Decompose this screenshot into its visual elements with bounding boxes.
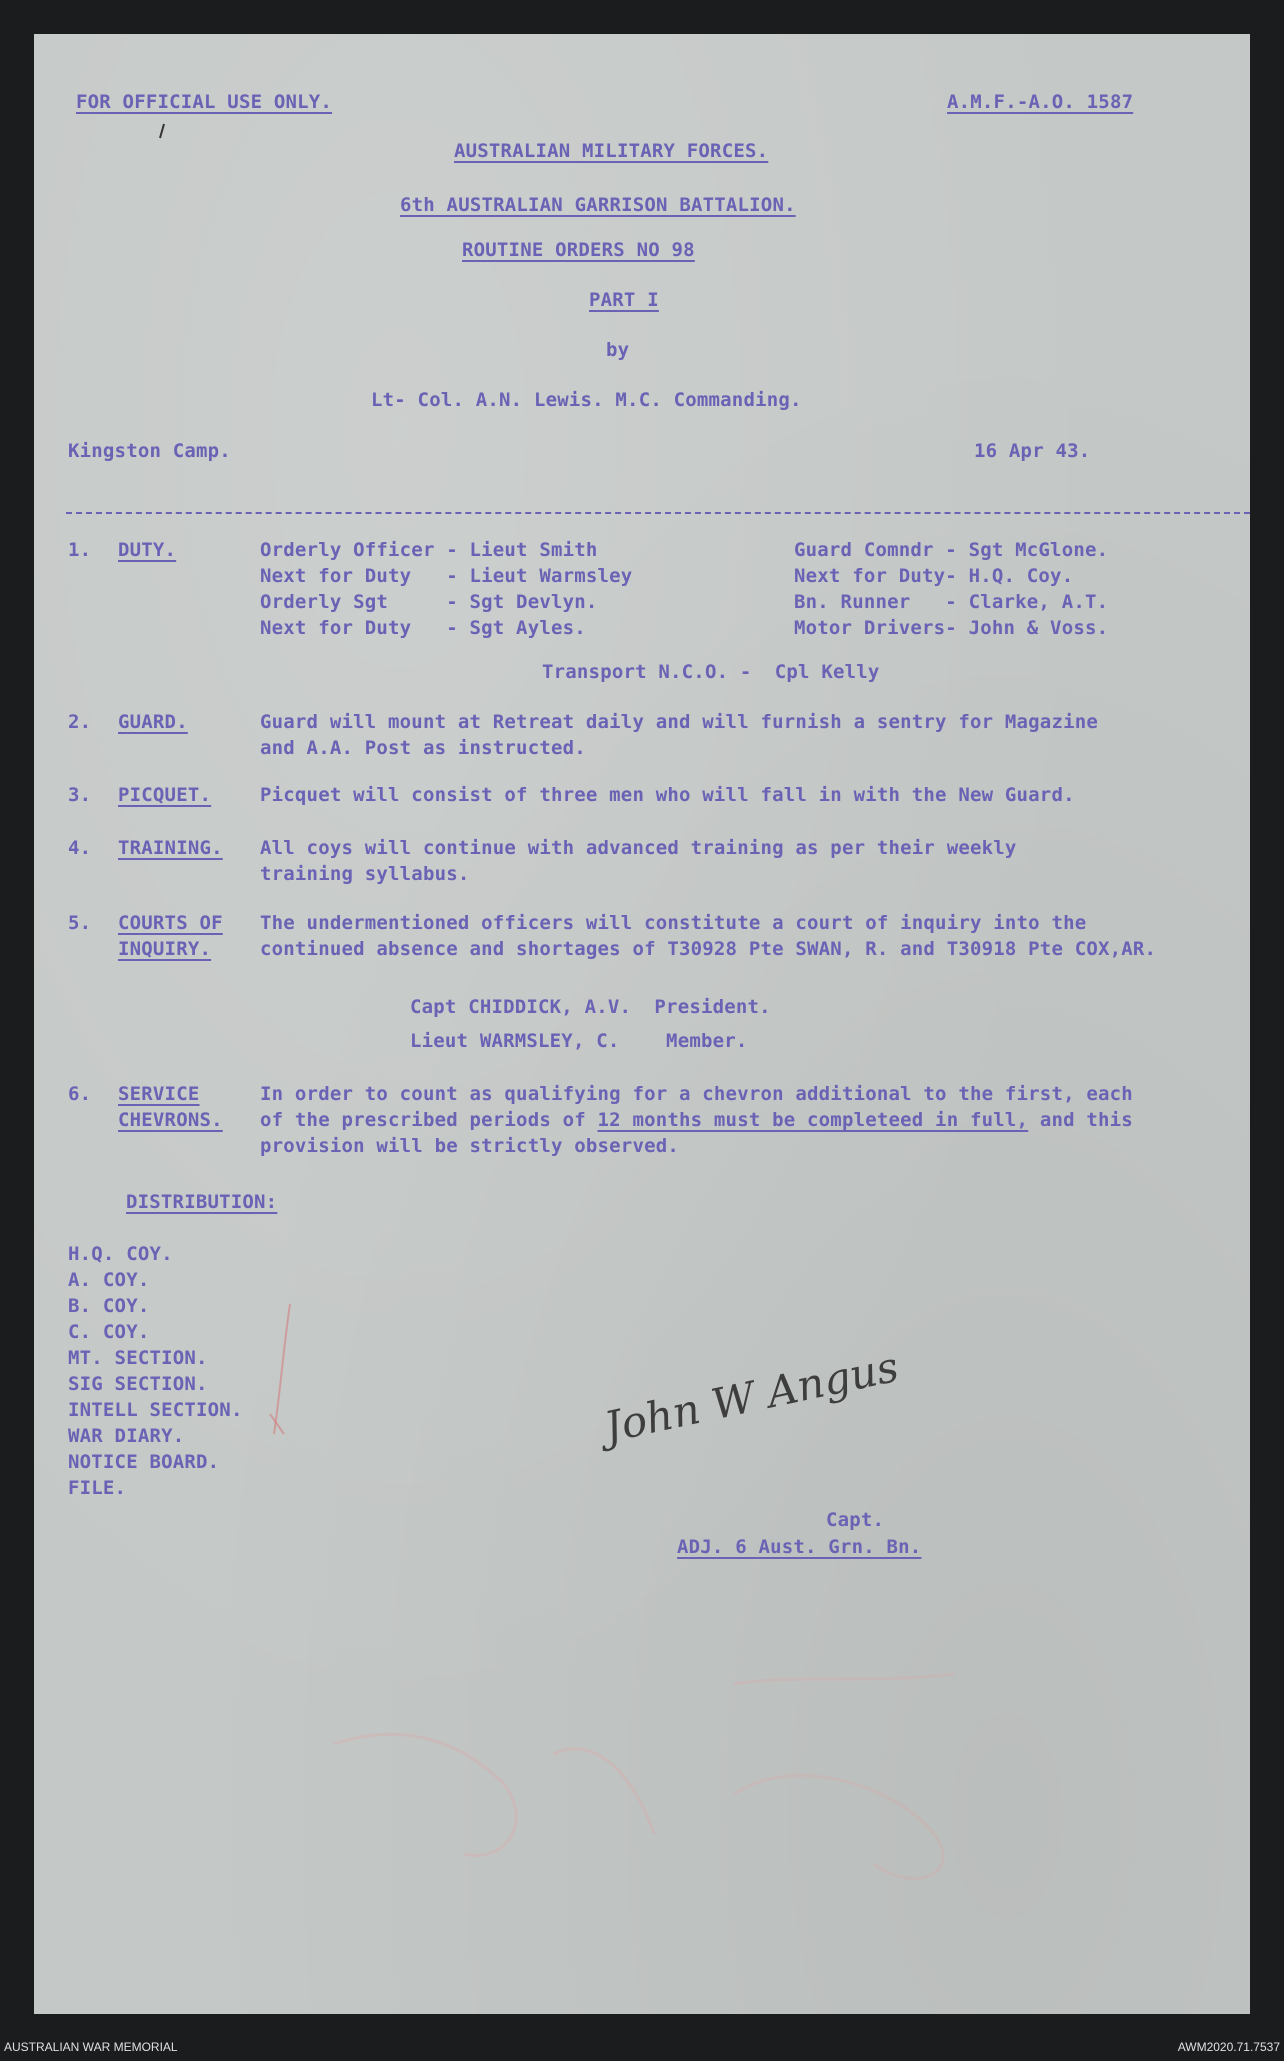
item-5-title: COURTS OF xyxy=(118,912,223,934)
item-1-number: 1. xyxy=(68,539,92,561)
distribution-item: C. COY. xyxy=(68,1321,150,1343)
item-2-number: 2. xyxy=(68,711,92,733)
item-6-title: CHEVRONS. xyxy=(118,1109,223,1131)
court-president: Capt CHIDDICK, A.V. President. xyxy=(410,996,771,1018)
item-5-title: INQUIRY. xyxy=(118,938,212,960)
item-2-text: and A.A. Post as instructed. xyxy=(260,737,586,759)
transport-nco: Transport N.C.O. - Cpl Kelly xyxy=(542,661,880,683)
item-4-text: training syllabus. xyxy=(260,863,470,885)
part-title: PART I xyxy=(589,289,659,311)
restriction-label: FOR OFFICIAL USE ONLY. xyxy=(76,91,333,113)
distribution-item: MT. SECTION. xyxy=(68,1347,208,1369)
faint-pencil-marks xyxy=(34,34,1250,2014)
duty-row: Orderly Officer - Lieut Smith xyxy=(260,539,598,561)
distribution-item: H.Q. COY. xyxy=(68,1243,173,1265)
item-6-text: In order to count as qualifying for a chevron additional to the first, each xyxy=(260,1083,1133,1105)
distribution-item: INTELL SECTION. xyxy=(68,1399,243,1421)
duty-row-right: Motor Drivers- John & Voss. xyxy=(794,617,1109,639)
duty-row: Orderly Sgt - Sgt Devlyn. xyxy=(260,591,598,613)
distribution-title: DISTRIBUTION: xyxy=(126,1191,278,1213)
distribution-item: FILE. xyxy=(68,1477,127,1499)
signatory-appointment: ADJ. 6 Aust. Grn. Bn. xyxy=(677,1536,922,1558)
document-page xyxy=(34,34,1250,2014)
item-6-text-part: and this xyxy=(1028,1109,1133,1131)
distribution-item: NOTICE BOARD. xyxy=(68,1451,220,1473)
reference-number: A.M.F.-A.O. 1587 xyxy=(947,91,1134,113)
item-4-number: 4. xyxy=(68,837,92,859)
item-3-text: Picquet will consist of three men who will fall in with the New Guard. xyxy=(260,784,1075,806)
item-5-text: continued absence and shortages of T30928 Pte SWAN, R. and T30918 Pte COX,AR. xyxy=(260,938,1157,960)
duty-row-right: Guard Comndr - Sgt McGlone. xyxy=(794,539,1109,561)
handwritten-signature: John W Angus xyxy=(600,1341,903,1452)
court-member: Lieut WARMSLEY, C. Member. xyxy=(410,1030,748,1052)
date-label: 16 Apr 43. xyxy=(974,440,1091,462)
item-6-text: provision will be strictly observed. xyxy=(260,1135,680,1157)
item-3-title: PICQUET. xyxy=(118,784,212,806)
unit-title: 6th AUSTRALIAN GARRISON BATTALION. xyxy=(400,194,796,216)
distribution-item: B. COY. xyxy=(68,1295,150,1317)
item-6-title: SERVICE xyxy=(118,1083,200,1105)
duty-row-right: Bn. Runner - Clarke, A.T. xyxy=(794,591,1109,613)
item-2-title: GUARD. xyxy=(118,711,188,733)
footer-accession: AWM2020.71.7537 xyxy=(1177,2040,1280,2054)
duty-row: Next for Duty - Lieut Warmsley xyxy=(260,565,633,587)
item-5-number: 5. xyxy=(68,912,92,934)
signatory-rank: Capt. xyxy=(826,1509,885,1531)
item-6-text-part: of the prescribed periods of xyxy=(260,1109,598,1131)
order-title: ROUTINE ORDERS NO 98 xyxy=(462,239,695,261)
item-4-title: TRAINING. xyxy=(118,837,223,859)
item-6-emphasis: 12 months must be completeed in full, xyxy=(597,1109,1029,1131)
commander-line: Lt- Col. A.N. Lewis. M.C. Commanding. xyxy=(371,389,802,411)
duty-row-right: Next for Duty- H.Q. Coy. xyxy=(794,565,1074,587)
item-5-text: The undermentioned officers will constitute a court of inquiry into the xyxy=(260,912,1087,934)
distribution-item: SIG SECTION. xyxy=(68,1373,208,1395)
by-label: by xyxy=(606,339,630,361)
item-1-title: DUTY. xyxy=(118,539,177,561)
item-4-text: All coys will continue with advanced training as per their weekly xyxy=(260,837,1017,859)
place-label: Kingston Camp. xyxy=(68,440,231,462)
distribution-item: WAR DIARY. xyxy=(68,1425,185,1447)
footer-credit: AUSTRALIAN WAR MEMORIAL xyxy=(4,2040,178,2054)
distribution-item: A. COY. xyxy=(68,1269,150,1291)
item-3-number: 3. xyxy=(68,784,92,806)
organisation-title: AUSTRALIAN MILITARY FORCES. xyxy=(454,140,769,162)
duty-row: Next for Duty - Sgt Ayles. xyxy=(260,617,586,639)
item-6-number: 6. xyxy=(68,1083,92,1105)
item-2-text: Guard will mount at Retreat daily and will furnish a sentry for Magazine xyxy=(260,711,1099,733)
